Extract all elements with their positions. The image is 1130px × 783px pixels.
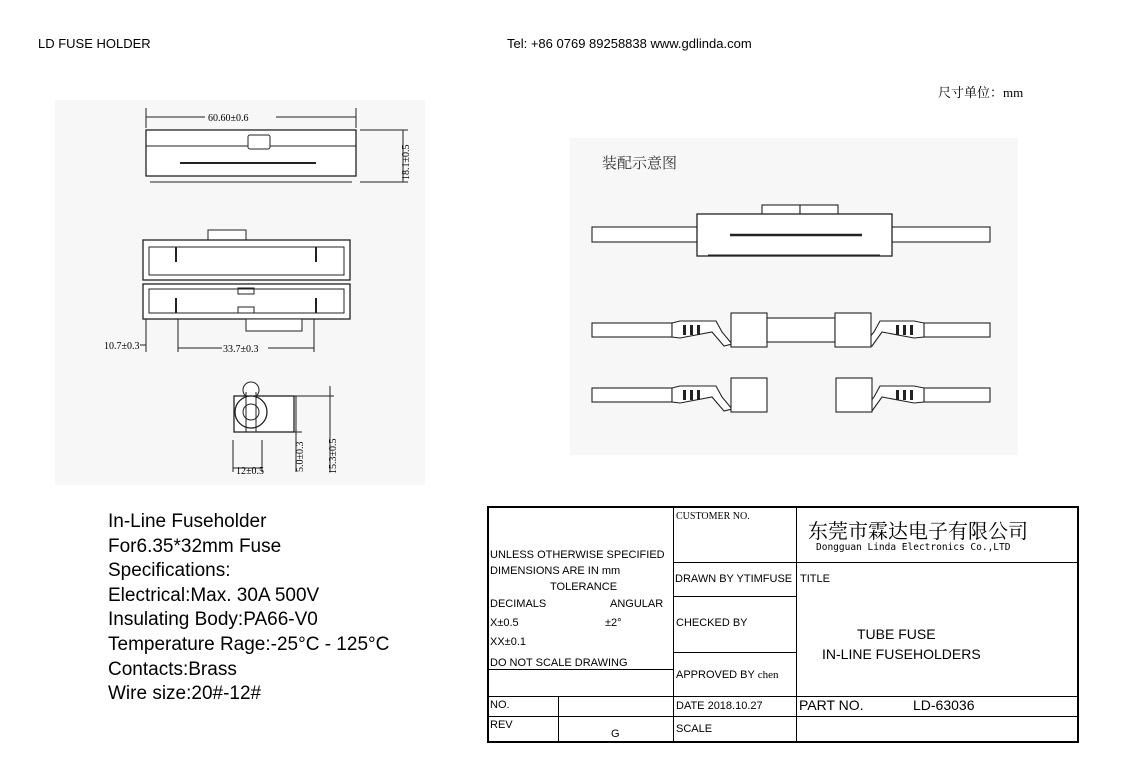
- dim-height: 18.1±0.5: [401, 144, 412, 180]
- title-line-2: IN-LINE FUSEHOLDERS: [822, 646, 981, 662]
- unless-specified: UNLESS OTHERWISE SPECIFIED: [490, 549, 665, 561]
- date: DATE 2018.10.27: [676, 700, 763, 712]
- rev-value: G: [611, 728, 620, 740]
- part-no-label: PART NO.: [799, 697, 864, 713]
- spec-line: Specifications:: [108, 560, 231, 582]
- checked-by: CHECKED BY: [676, 617, 748, 629]
- document-title: LD FUSE HOLDER: [38, 36, 151, 51]
- company-name-en: Dongguan Linda Electronics Co.,LTD: [816, 542, 1011, 553]
- spec-line: Insulating Body:PA66-V0: [108, 609, 318, 631]
- drawn-by: DRAWN BY YTIMFUSE: [675, 573, 793, 585]
- specifications: [108, 510, 389, 707]
- tolerance-label: TOLERANCE: [550, 581, 618, 593]
- scale-label: SCALE: [676, 723, 713, 735]
- dim-total-height: 15.3±0.5: [328, 438, 339, 474]
- dim-span: 33.7±0.3: [223, 344, 259, 355]
- assembly-drawing: [570, 138, 1018, 455]
- dim-length: 60.60±0.6: [208, 113, 249, 124]
- dim-offset: 10.7±0.3: [104, 341, 140, 352]
- xx-tolerance: XX±0.1: [490, 636, 527, 648]
- part-no-value: LD-63036: [913, 697, 975, 713]
- approved-by-name: chen: [757, 669, 779, 681]
- angular-label: ANGULAR: [610, 598, 664, 610]
- spec-line: For6.35*32mm Fuse: [108, 535, 282, 557]
- x-tolerance: X±0.5: [490, 617, 519, 629]
- assembly-title: 装配示意图: [602, 156, 678, 172]
- title-label: TITLE: [800, 573, 830, 585]
- decimals-label: DECIMALS: [490, 598, 547, 610]
- title-line-1: TUBE FUSE: [857, 626, 936, 642]
- spec-line: Wire size:20#-12#: [108, 683, 262, 705]
- customer-no-label: CUSTOMER NO.: [676, 511, 750, 522]
- spec-line: Temperature Rage:-25°C - 125°C: [108, 633, 390, 655]
- spec-line: In-Line Fuseholder: [108, 511, 267, 532]
- no-label: NO.: [490, 699, 510, 711]
- rev-label: REV: [490, 719, 513, 731]
- approved-by: [676, 669, 779, 681]
- dimensions-note: DIMENSIONS ARE IN mm: [490, 565, 621, 577]
- do-not-scale: DO NOT SCALE DRAWING: [490, 657, 628, 669]
- dim-hole: 5.0±0.3: [295, 441, 306, 472]
- dimension-drawing: [55, 100, 425, 485]
- spec-line: Electrical:Max. 30A 500V: [108, 584, 320, 606]
- company-name-cn: 东莞市霖达电子有限公司: [808, 521, 1028, 543]
- contact-info: Tel: +86 0769 89258838 www.gdlinda.com: [507, 36, 752, 51]
- unit-note: 尺寸单位：mm: [938, 85, 1024, 100]
- dim-width: 12±0.5: [236, 466, 264, 477]
- approved-by-label: APPROVED BY: [676, 669, 755, 681]
- angular-tolerance: ±2°: [605, 617, 622, 629]
- spec-line: Contacts:Brass: [108, 658, 237, 680]
